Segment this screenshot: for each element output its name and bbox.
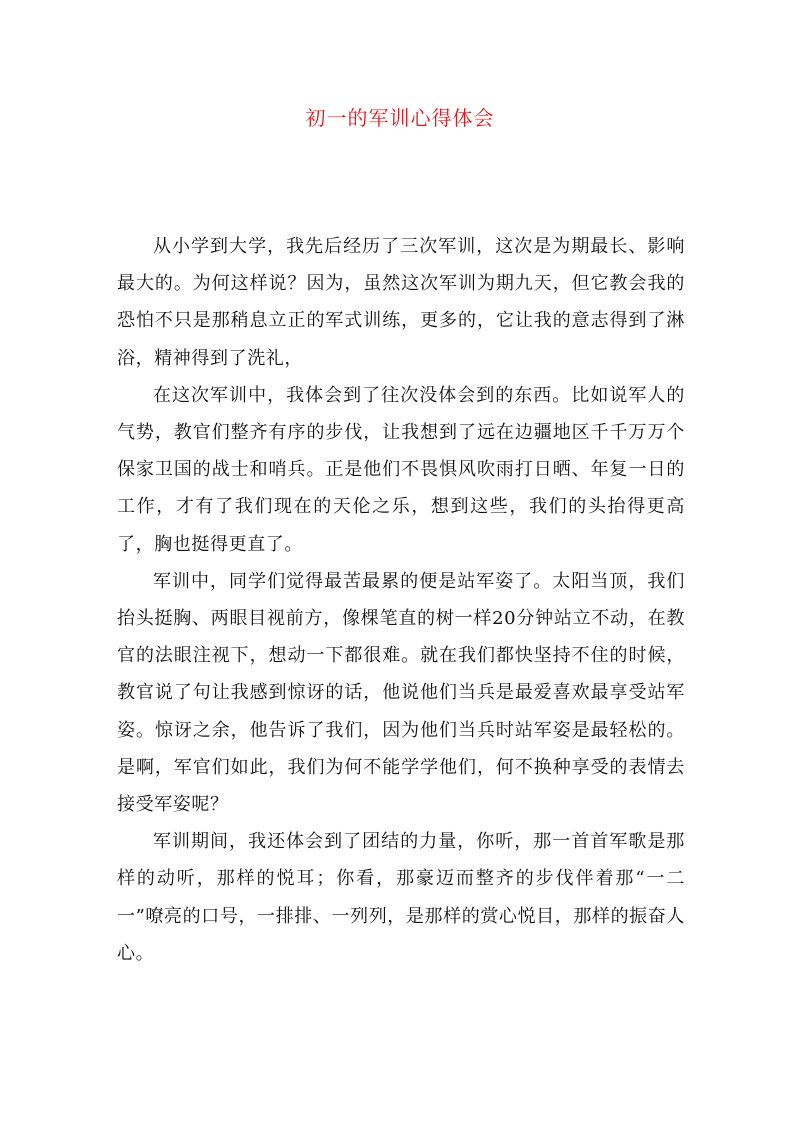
paragraph-4: 军训期间，我还体会到了团结的力量，你听，那一首首军歌是那样的动听，那样的悦耳；你看，那豪迈而整齐的步伐伴着那“一二一”嘹亮的口号，一排排、一列列，是那样的赏心悦目，那样的振奋人心。 xyxy=(117,831,685,964)
paragraph-2: 在这次军训中，我体会到了往次没体会到的东西。比如说军人的气势，教官们整齐有序的步伐，让我想到了远在边疆地区千千万万个保家卫国的战士和哨兵。正是他们不畏惧风吹雨打日晒、年复一日的工作，才有了我们现在的天伦之乐，想到这些，我们的头抬得更高了，胸也挺得更直了。 xyxy=(117,384,685,555)
document-title: 初一的军训心得体会 xyxy=(305,106,495,130)
paragraph-3: 军训中，同学们觉得最苦最累的便是站军姿了。太阳当顶，我们抬头挺胸、两眼目视前方，像棵笔直的树一样20分钟站立不动，在教官的法眼注视下，想动一下都很难。就在我们都快坚持不住的时候，教官说了句让我感到惊讶的话，他说他们当兵是最爱喜欢最享受站军姿。惊讶之余，他告诉了我们，因为他们当兵时站军姿是最轻松的。是啊，军官们如此，我们为何不能学学他们，何不换种享受的表情去接受军姿呢？ xyxy=(117,570,685,816)
document-body xyxy=(117,228,685,972)
paragraph-1: 从小学到大学，我先后经历了三次军训，这次是为期最长、影响最大的。为何这样说？因为，虽然这次军训为期九天，但它教会我的恐怕不只是那稍息立正的军式训练，更多的，它让我的意志得到了淋浴，精神得到了洗礼， xyxy=(117,236,685,369)
